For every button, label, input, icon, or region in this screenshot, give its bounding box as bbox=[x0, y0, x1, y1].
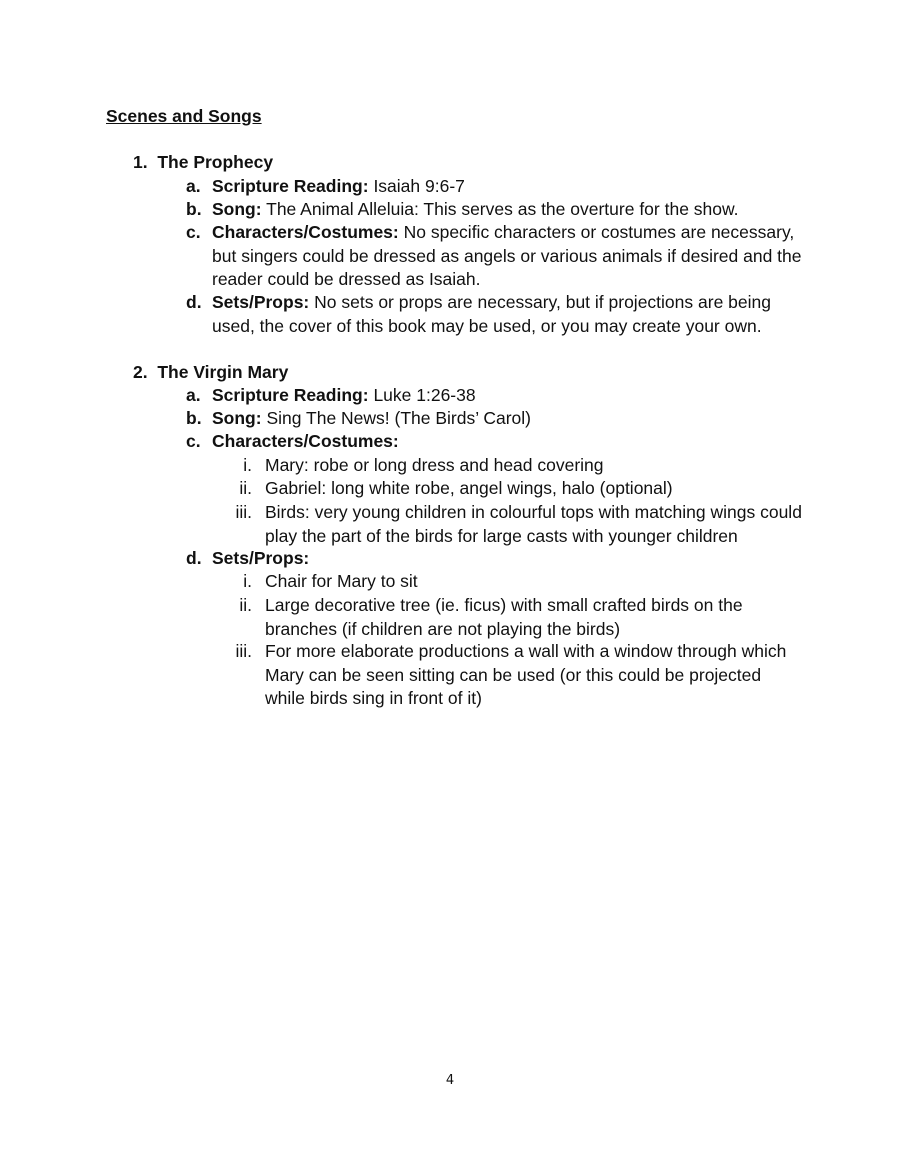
item-label: Scripture Reading: bbox=[212, 385, 369, 405]
page-heading: Scenes and Songs bbox=[106, 106, 262, 126]
item-text: No sets or props are necessary, but if projections are being used, the cover of this book may be used, or you may create your own. bbox=[212, 292, 771, 336]
item-label: Scripture Reading: bbox=[212, 176, 369, 196]
item-label: Sets/Props: bbox=[212, 548, 310, 568]
item-marker: c. bbox=[186, 222, 201, 242]
scene-number: 2. bbox=[133, 362, 148, 382]
scene-title-text: The Prophecy bbox=[157, 152, 274, 172]
scene-1-scripture-reading bbox=[212, 175, 802, 199]
prop-wall-window: For more elaborate productions a wall with a window through which Mary can be seen sitting can be used (or this could be projected while birds sing in front of it) bbox=[265, 641, 787, 708]
subitem-marker: ii. bbox=[239, 478, 252, 498]
costume-birds: Birds: very young children in colourful tops with matching wings could play the part of the birds for large casts with younger children bbox=[265, 502, 802, 546]
scene-2-title bbox=[133, 361, 288, 384]
item-marker: c. bbox=[186, 431, 201, 451]
prop-tree: Large decorative tree (ie. ficus) with small crafted birds on the branches (if children are not playing the birds) bbox=[265, 595, 743, 639]
item-text: The Animal Alleluia: This serves as the overture for the show. bbox=[266, 199, 739, 219]
item-text: Luke 1:26-38 bbox=[373, 385, 476, 405]
item-marker: d. bbox=[186, 292, 202, 312]
prop-chair: Chair for Mary to sit bbox=[265, 571, 418, 591]
item-label: Song: bbox=[212, 408, 262, 428]
scene-1-sets-props bbox=[212, 291, 802, 338]
scene-1-title bbox=[133, 151, 273, 174]
item-text: No specific characters or costumes are necessary, but singers could be dressed as angels or various animals if desired and the reader could be dressed as Isaiah. bbox=[212, 222, 802, 289]
item-label: Song: bbox=[212, 199, 262, 219]
scene-number: 1. bbox=[133, 152, 148, 172]
item-label: Characters/Costumes: bbox=[212, 222, 399, 242]
subitem-marker: ii. bbox=[239, 595, 252, 615]
item-text: Isaiah 9:6-7 bbox=[373, 176, 465, 196]
item-marker: a. bbox=[186, 385, 201, 405]
scene-2-sets-props bbox=[212, 547, 802, 571]
subitem-marker: i. bbox=[243, 571, 252, 591]
scene-1-characters-costumes bbox=[212, 221, 802, 292]
scene-1-song bbox=[212, 198, 802, 222]
subitem-marker: iii. bbox=[235, 502, 252, 522]
item-label: Characters/Costumes: bbox=[212, 431, 399, 451]
item-marker: a. bbox=[186, 176, 201, 196]
scene-2-characters-costumes bbox=[212, 430, 802, 454]
costume-gabriel: Gabriel: long white robe, angel wings, halo (optional) bbox=[265, 478, 673, 498]
scene-2-song bbox=[212, 407, 802, 431]
scene-2-scripture-reading bbox=[212, 384, 802, 408]
item-marker: d. bbox=[186, 548, 202, 568]
item-marker: b. bbox=[186, 199, 202, 219]
item-marker: b. bbox=[186, 408, 202, 428]
costume-mary: Mary: robe or long dress and head covering bbox=[265, 455, 604, 475]
item-label: Sets/Props: bbox=[212, 292, 310, 312]
scene-title-text: The Virgin Mary bbox=[157, 362, 289, 382]
item-text: Sing The News! (The Birds’ Carol) bbox=[266, 408, 531, 428]
subitem-marker: iii. bbox=[235, 641, 252, 661]
page-number: 4 bbox=[445, 1073, 455, 1088]
subitem-marker: i. bbox=[243, 455, 252, 475]
